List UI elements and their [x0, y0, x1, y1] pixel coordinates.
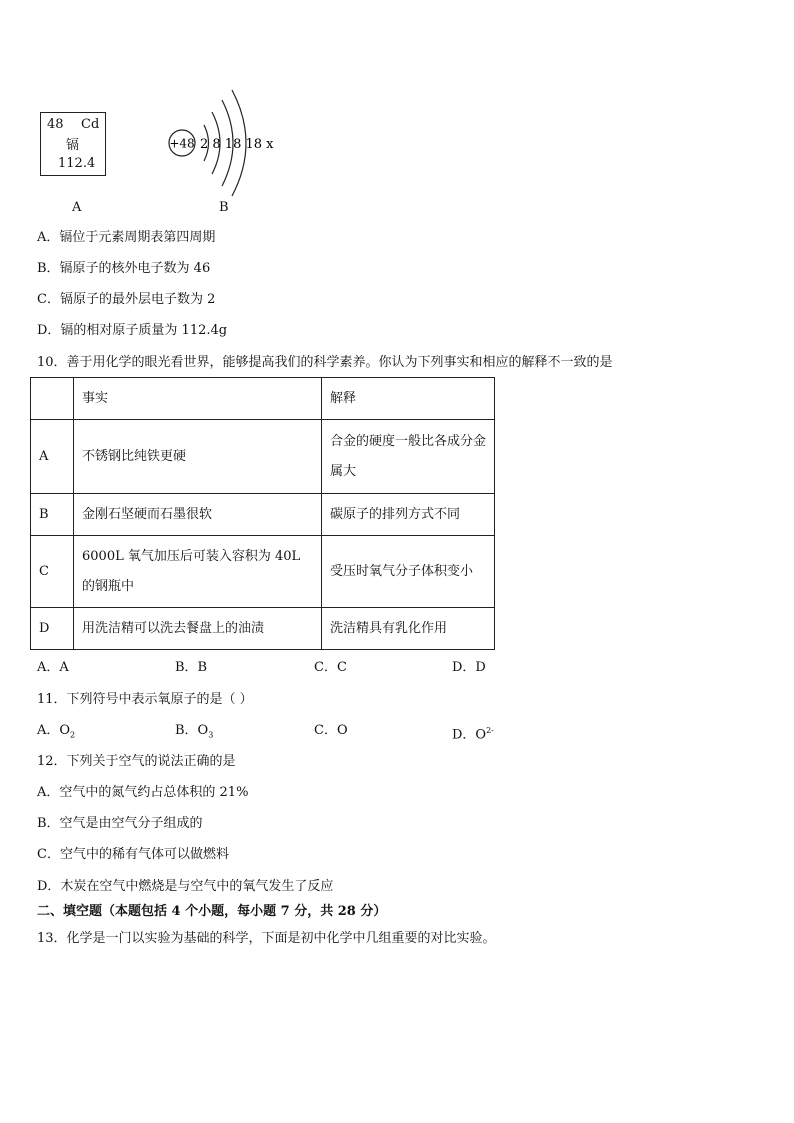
table-header-cell — [31, 378, 74, 420]
q11-option-a: A．$O_2$ — [37, 723, 76, 740]
fact-cell: 不锈钢比纯铁更硬 — [74, 420, 322, 494]
row-label: A — [31, 420, 74, 494]
table-row — [31, 536, 495, 608]
q12-option-c: C．空气中的稀有气体可以做燃料 — [37, 847, 229, 862]
q10-stem: 10．善于用化学的眼光看世界，能够提高我们的科学素养。你认为下列事实和相应的解释不一致的是 — [37, 355, 613, 370]
atom-structure-diagram — [160, 78, 280, 200]
table-row — [31, 494, 495, 536]
q11-option-b: B．$O_3$ — [175, 723, 214, 740]
element-card — [40, 112, 106, 176]
q11-option-c: C．O — [314, 723, 348, 738]
table-header-row — [31, 378, 495, 420]
q10-option-c: C．C — [314, 660, 347, 675]
q12-option-b: B．空气是由空气分子组成的 — [37, 816, 203, 831]
explanation-cell: 受压时氧气分子体积变小 — [322, 536, 495, 608]
fact-cell: 金刚石坚硬而石墨很软 — [74, 494, 322, 536]
row-label: B — [31, 494, 74, 536]
fact-cell: 6000L 氧气加压后可装入容积为 40L 的钢瓶中 — [74, 536, 322, 608]
section-heading: 二、填空题（本题包括 4 个小题，每小题 7 分，共 28 分） — [37, 904, 387, 919]
table-row — [31, 608, 495, 650]
q12-stem: 12．下列关于空气的说法正确的是 — [37, 754, 236, 769]
q13-stem: 13．化学是一门以实验为基础的科学，下面是初中化学中几组重要的对比实验。 — [37, 931, 496, 946]
table-header-cell: 解释 — [322, 378, 495, 420]
q10-option-b: B．B — [175, 660, 208, 675]
explanation-cell: 合金的硬度一般比各成分金属大 — [322, 420, 495, 494]
element-name: 镉 — [66, 138, 80, 153]
q9-option-b: B．镉原子的核外电子数为 46 — [37, 261, 211, 276]
q10-option-a: A．A — [37, 660, 69, 675]
q11-option-d: D．$O^{2-}$ — [452, 726, 494, 743]
q10-table — [30, 377, 495, 650]
q9-option-c: C．镉原子的最外层电子数为 2 — [37, 292, 216, 307]
row-label: C — [31, 536, 74, 608]
figure-label-a: A — [72, 200, 82, 215]
fact-cell: 用洗洁精可以洗去餐盘上的油渍 — [74, 608, 322, 650]
q11-stem: 11．下列符号中表示氧原子的是（ ） — [37, 692, 253, 707]
q12-option-a: A．空气中的氮气约占总体积的 21% — [37, 785, 249, 800]
explanation-cell: 碳原子的排列方式不同 — [322, 494, 495, 536]
explanation-cell: 洗洁精具有乳化作用 — [322, 608, 495, 650]
element-symbol: Cd — [81, 117, 100, 132]
nucleus-charge: +48 — [169, 136, 195, 151]
q9-option-a: A．镉位于元素周期表第四周期 — [37, 230, 216, 245]
q9-option-d: D．镉的相对原子质量为 112.4g — [37, 323, 228, 338]
q10-option-d: D．D — [452, 660, 486, 675]
figure-label-b: B — [219, 200, 229, 215]
table-row — [31, 420, 495, 494]
table-header-cell: 事实 — [74, 378, 322, 420]
atomic-mass: 112.4 — [58, 156, 96, 171]
atomic-number: 48 — [47, 117, 64, 132]
q12-option-d: D．木炭在空气中燃烧是与空气中的氧气发生了反应 — [37, 879, 334, 894]
shell-electron-counts: 2 8 18 18 x — [200, 137, 274, 152]
row-label: D — [31, 608, 74, 650]
